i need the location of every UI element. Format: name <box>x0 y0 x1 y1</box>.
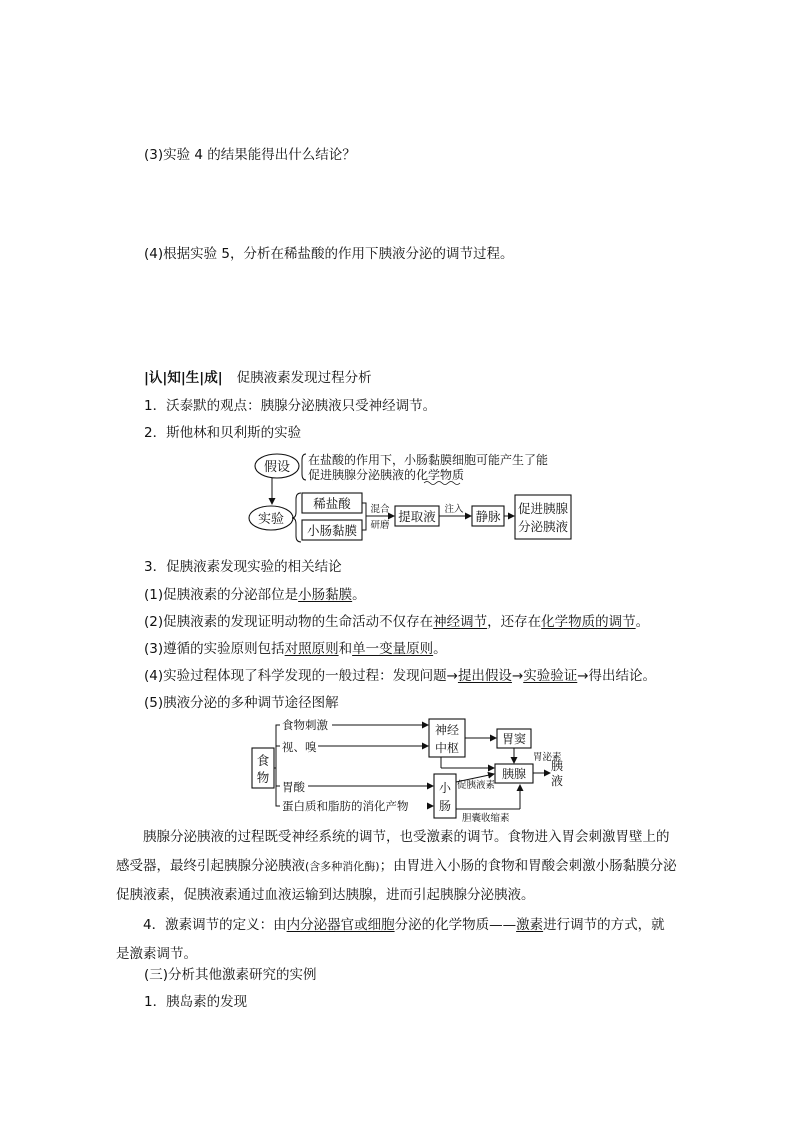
juice-char2: 液 <box>550 774 564 788</box>
part-3-title: (三)分析其他激素研究的实例 <box>144 967 317 983</box>
mucosa-label: 小肠黏膜 <box>306 523 358 538</box>
part-3-item-1: 1．胰岛素的发现 <box>144 994 248 1010</box>
extract-label: 提取液 <box>398 509 436 524</box>
result-line1: 促进胰腺 <box>517 501 569 516</box>
conclusion-5: (5)胰液分泌的多种调节途径图解 <box>144 695 339 711</box>
acid-label: 稀盐酸 <box>313 496 351 511</box>
experiment-diagram <box>244 446 574 544</box>
grind-label: 研磨 <box>370 520 390 531</box>
intestine-char2: 肠 <box>438 799 452 813</box>
food-char2: 物 <box>256 770 270 785</box>
question-4: (4)根据实验 5，分析在稀盐酸的作用下胰液分泌的调节过程。 <box>144 246 514 262</box>
stimulus-acid: 胃酸 <box>282 780 305 794</box>
section-title: 促胰液素发现过程分析 <box>236 370 372 386</box>
nerve-center-line1: 神经 <box>434 723 460 737</box>
vein-label: 静脉 <box>475 509 501 524</box>
item-1: 1．沃泰默的观点：胰腺分泌胰液只受神经调节。 <box>144 398 437 414</box>
gastrin-label: 胃泌素 <box>533 752 562 763</box>
conclusion-1: (1)促胰液素的分泌部位是小肠黏膜。 <box>144 587 366 603</box>
nerve-center-line2: 中枢 <box>434 741 460 755</box>
stimulus-sight-smell: 视、嗅 <box>282 740 317 754</box>
pancreas-label: 胰腺 <box>501 767 527 781</box>
stimulus-food: 食物刺激 <box>282 718 328 732</box>
juice-char1: 胰 <box>550 759 564 773</box>
hypothesis-line1: 在盐酸的作用下，小肠黏膜细胞可能产生了能 <box>308 453 549 467</box>
experiment-label: 实验 <box>257 512 285 527</box>
result-line2: 分泌胰液 <box>517 519 569 534</box>
item-3: 3．促胰液素发现实验的相关结论 <box>144 559 342 575</box>
conclusion-4: (4)实验过程体现了科学发现的一般过程：发现问题→提出假设→实验验证→得出结论。 <box>144 668 657 684</box>
hypothesis-label: 假设 <box>263 460 291 475</box>
regulation-paragraph: 胰腺分泌胰液的过程既受神经系统的调节，也受激素的调节。食物进入胃会刺激胃壁上的感受器，最终引起胰腺分泌胰液(含多种消化酶)；由胃进入小肠的食物和胃酸会刺激小肠黏膜分泌促胰液素，促胰液素通过血液运输到达胰腺，进而引起胰腺分泌胰液。 <box>116 829 677 903</box>
food-char1: 食 <box>256 753 270 768</box>
stimulus-digest: 蛋白质和脂肪的消化产物 <box>282 799 409 813</box>
secretin-label: 促胰液素 <box>457 780 496 791</box>
hypothesis-line2: 促进胰腺分泌胰液的化学物质 <box>308 468 465 482</box>
mix-label: 混合 <box>370 504 390 515</box>
inject-label: 注入 <box>444 504 464 515</box>
conclusion-2: (2)促胰液素的发现证明动物的生命活动不仅存在神经调节，还存在化学物质的调节。 <box>144 614 650 630</box>
section-tag: |认|知|生|成| <box>144 370 223 386</box>
regulation-diagram <box>250 716 584 822</box>
question-3: (3)实验 4 的结果能得出什么结论？ <box>144 147 356 163</box>
stomach-label: 胃窦 <box>501 732 527 746</box>
conclusion-3: (3)遵循的实验原则包括对照原则和单一变量原则。 <box>144 641 447 657</box>
item-2: 2．斯他林和贝利斯的实验 <box>144 425 302 441</box>
intestine-char1: 小 <box>438 781 452 795</box>
definition-paragraph: 4．激素调节的定义：由内分泌器官或细胞分泌的化学物质——激素进行调节的方式，就是激素调节。 <box>116 917 665 962</box>
section-heading <box>144 369 372 387</box>
cck-label: 胆囊收缩素 <box>462 813 510 822</box>
